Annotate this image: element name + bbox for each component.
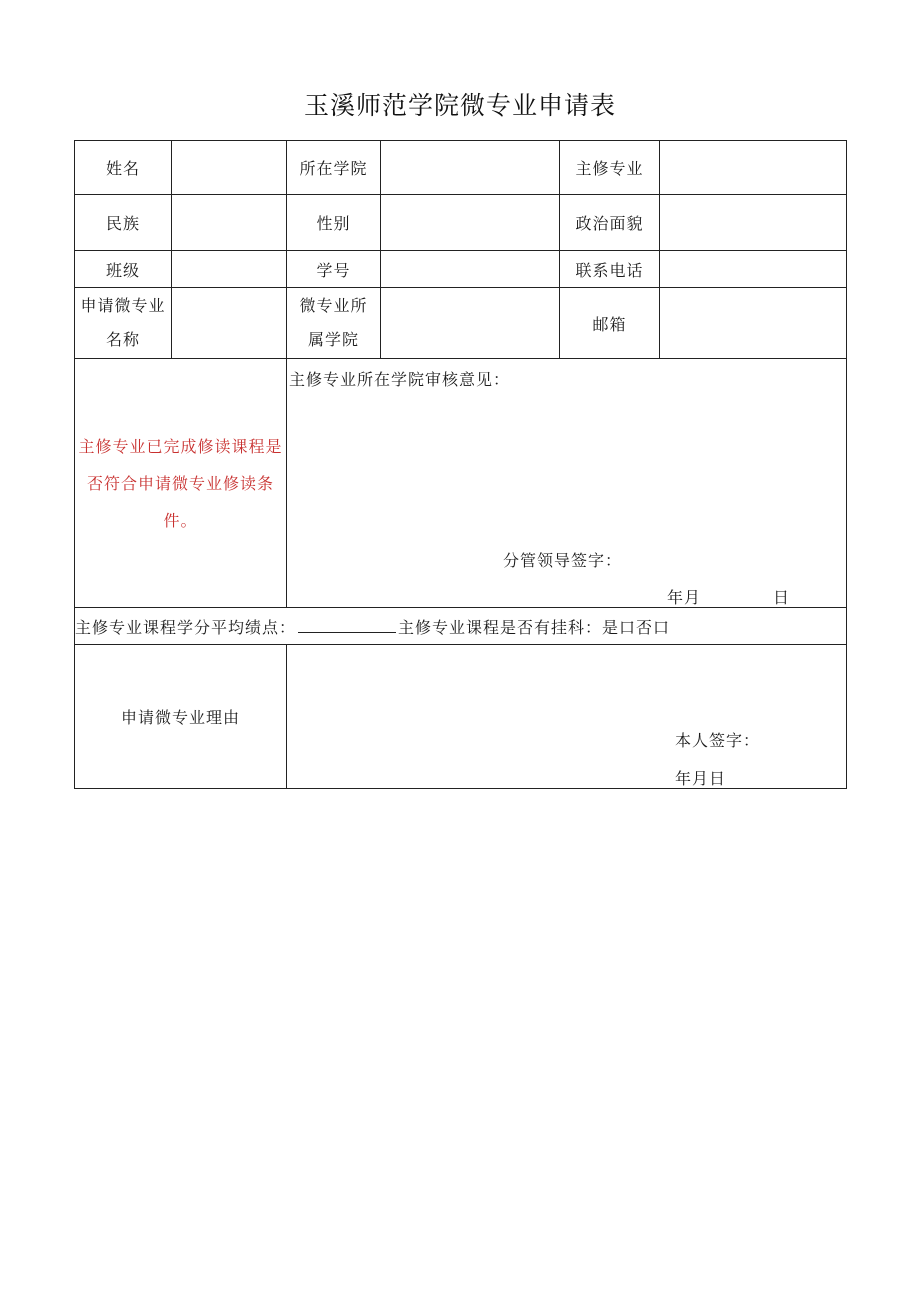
label-name: 姓名 <box>75 141 172 195</box>
label-major: 主修专业 <box>560 141 660 195</box>
row-micro-major <box>75 288 847 359</box>
label-phone: 联系电话 <box>560 251 660 288</box>
field-political[interactable] <box>660 195 847 251</box>
label-micro-college-line2: 属学院 <box>307 330 359 349</box>
application-form-table <box>74 140 847 789</box>
gpa-cell <box>75 608 847 645</box>
fail-question: 主修专业课程是否有挂科： <box>398 617 603 637</box>
row-gpa <box>75 608 847 645</box>
self-sign-label: 本人签字： <box>675 731 761 750</box>
row-basic-1 <box>75 141 847 195</box>
label-college: 所在学院 <box>287 141 381 195</box>
field-phone[interactable] <box>660 251 847 288</box>
label-ethnicity: 民族 <box>75 195 172 251</box>
label-micro-name <box>75 288 172 359</box>
field-college[interactable] <box>381 141 560 195</box>
row-review <box>75 359 847 608</box>
reason-label: 申请微专业理由 <box>75 645 287 789</box>
field-major[interactable] <box>660 141 847 195</box>
label-micro-college-line1: 微专业所 <box>299 296 368 315</box>
label-micro-college <box>287 288 381 359</box>
label-gender: 性别 <box>287 195 381 251</box>
review-date-year-month: 年月 <box>667 588 702 607</box>
field-class[interactable] <box>172 251 287 288</box>
page-title: 玉溪师范学院微专业申请表 <box>303 91 616 120</box>
field-ethnicity[interactable] <box>172 195 287 251</box>
row-basic-2 <box>75 195 847 251</box>
leader-sign-label: 分管领导签字： <box>503 551 623 570</box>
review-opinion-cell[interactable] <box>287 359 847 608</box>
reason-cell[interactable] <box>287 645 847 789</box>
field-gender[interactable] <box>381 195 560 251</box>
label-email: 邮箱 <box>560 288 660 359</box>
fail-options[interactable]: 是口否口 <box>602 617 671 637</box>
field-email[interactable] <box>660 288 847 359</box>
gpa-label: 主修专业课程学分平均绩点： <box>75 617 297 637</box>
row-reason <box>75 645 847 789</box>
field-micro-name[interactable] <box>172 288 287 359</box>
label-class: 班级 <box>75 251 172 288</box>
field-student-id[interactable] <box>381 251 560 288</box>
review-date-day: 日 <box>773 588 791 607</box>
label-micro-name-line1: 申请微专业 <box>80 296 166 315</box>
field-micro-college[interactable] <box>381 288 560 359</box>
review-opinion-label: 主修专业所在学院审核意见： <box>289 370 511 389</box>
label-political: 政治面貌 <box>560 195 660 251</box>
field-name[interactable] <box>172 141 287 195</box>
reason-date: 年月日 <box>675 769 727 788</box>
label-micro-name-line2: 名称 <box>105 330 140 349</box>
label-student-id: 学号 <box>287 251 381 288</box>
condition-note: 主修专业已完成修读课程是否符合申请微专业修读条件。 <box>75 359 287 608</box>
row-basic-3 <box>75 251 847 288</box>
gpa-blank[interactable] <box>298 616 396 633</box>
